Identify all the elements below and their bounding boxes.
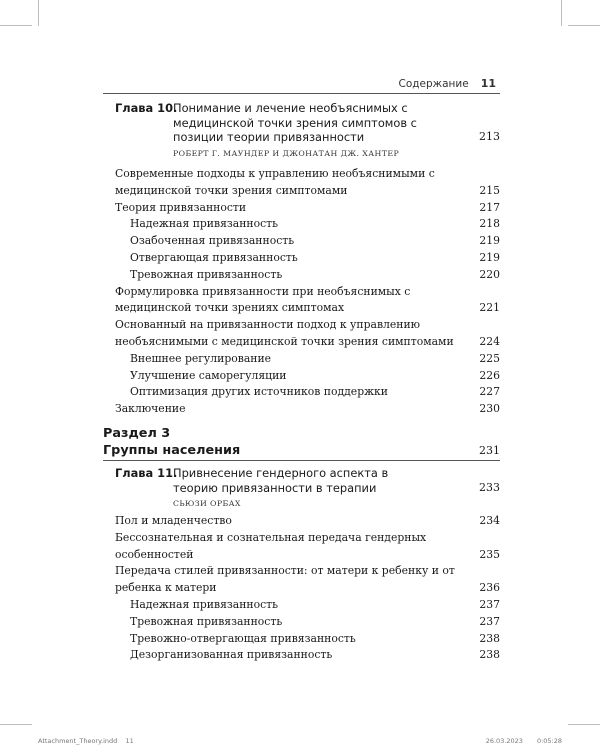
toc-entry-page: 238 bbox=[479, 648, 500, 662]
toc-entry-title: Надежная привязанность bbox=[130, 217, 279, 231]
section-3-page: 231 bbox=[479, 444, 500, 457]
toc-entry-page: 230 bbox=[479, 402, 500, 416]
toc-entry-title: Тревожно-отвергающая привязанность bbox=[130, 631, 356, 645]
toc-entry-page: 221 bbox=[479, 301, 500, 315]
section-3-title: Группы населения bbox=[103, 443, 241, 458]
toc-entry-title: Тревожная привязанность bbox=[130, 614, 283, 628]
toc-entry-title: Улучшение саморегуляции bbox=[130, 368, 287, 382]
toc-entry bbox=[115, 233, 500, 250]
running-head-page-number: 11 bbox=[480, 77, 496, 90]
section-rule bbox=[103, 460, 500, 461]
slug-date: 26.03.2023 bbox=[485, 737, 523, 745]
toc-entry-page: 219 bbox=[479, 234, 500, 248]
toc-entry-page: 225 bbox=[479, 351, 500, 365]
running-head bbox=[399, 77, 497, 90]
toc-entry-title: Формулировка привязанности при необъяснимых с медицинской точки зрениях симптомах bbox=[115, 284, 411, 315]
crop-mark-bottom-left bbox=[0, 724, 32, 725]
toc-entry-page: 234 bbox=[479, 514, 500, 527]
toc-entry bbox=[115, 368, 500, 385]
toc-entry-page: 215 bbox=[479, 183, 500, 197]
chapter-10-label: Глава 10. bbox=[115, 101, 178, 115]
toc-entry-title: Тревожная привязанность bbox=[130, 267, 283, 281]
toc-entry-page: 224 bbox=[479, 334, 500, 348]
chapter-11-authors: СЬЮЗИ ОРБАХ bbox=[173, 499, 241, 509]
toc-entry-title: Современные подходы к управлению необъяснимыми с медицинской точки зрения симптомами bbox=[115, 167, 435, 197]
crop-mark-top-left bbox=[0, 25, 32, 26]
toc-entry-title: Озабоченная привязанность bbox=[130, 234, 295, 248]
toc-entry-title: Внешнее регулирование bbox=[130, 351, 272, 365]
chapter-10-toc bbox=[115, 166, 500, 418]
chapter-10-authors: РОБЕРТ Г. МАУНДЕР И ДЖОНАТАН ДЖ. ХАНТЕР bbox=[173, 148, 400, 158]
toc-entry bbox=[115, 166, 500, 200]
toc-entry bbox=[115, 401, 500, 418]
chapter-11-label: Глава 11. bbox=[115, 466, 178, 480]
toc-entry-page: 227 bbox=[479, 385, 500, 399]
chapter-11-toc bbox=[115, 513, 500, 664]
section-3-heading bbox=[103, 425, 500, 459]
toc-entry bbox=[115, 216, 500, 233]
toc-entry-title: Надежная привязанность bbox=[130, 597, 279, 611]
toc-entry-title: Пол и младенчество bbox=[115, 514, 232, 527]
toc-entry-page: 218 bbox=[479, 217, 500, 231]
toc-entry bbox=[115, 631, 500, 648]
toc-entry-page: 238 bbox=[479, 631, 500, 645]
toc-entry bbox=[115, 563, 500, 597]
toc-entry-title: Заключение bbox=[115, 402, 186, 416]
toc-entry-page: 236 bbox=[479, 581, 500, 595]
toc-entry-page: 217 bbox=[479, 200, 500, 214]
chapter-10-title: Понимание и лечение необъяснимых с медицинской точки зрения симптомов с позиции теории привязанности bbox=[173, 101, 417, 145]
toc-entry-page: 219 bbox=[479, 250, 500, 264]
crop-mark-top-right bbox=[568, 25, 600, 26]
slug-page: 11 bbox=[125, 737, 134, 745]
toc-entry bbox=[115, 597, 500, 614]
toc-entry bbox=[115, 614, 500, 631]
chapter-10-page: 213 bbox=[479, 130, 500, 143]
toc-entry bbox=[115, 250, 500, 267]
toc-entry bbox=[115, 513, 500, 530]
slug-datetime bbox=[486, 737, 562, 745]
chapter-11-heading bbox=[115, 466, 500, 508]
toc-entry bbox=[115, 284, 500, 318]
chapter-10-title-block bbox=[115, 101, 500, 145]
header-rule bbox=[103, 93, 500, 94]
chapter-11-page: 233 bbox=[479, 481, 500, 494]
toc-entry-title: Основанный на привязанности подход к управлению необъяснимыми с медицинской точки зрения симптомами bbox=[115, 318, 454, 348]
toc-entry-title: Дезорганизованная привязанность bbox=[130, 648, 333, 662]
toc-entry-title: Передача стилей привязанности: от матери к ребенку и от ребенка к матери bbox=[115, 564, 455, 595]
toc-entry-page: 237 bbox=[479, 614, 500, 628]
crop-mark-top-right-v bbox=[561, 0, 562, 26]
toc-entry bbox=[115, 530, 500, 564]
toc-entry-title: Теория привязанности bbox=[115, 200, 247, 214]
slug-time: 0:05:28 bbox=[536, 737, 562, 745]
toc-entry bbox=[115, 200, 500, 217]
toc-entry bbox=[115, 351, 500, 368]
crop-mark-top-left-v bbox=[38, 0, 39, 26]
toc-entry bbox=[115, 647, 500, 664]
toc-entry-page: 226 bbox=[479, 368, 500, 382]
toc-entry-title: Бессознательная и сознательная передача гендерных особенностей bbox=[115, 530, 427, 561]
slug-file-name: Attachment_Theory.indd bbox=[38, 737, 118, 745]
toc-entry-title: Оптимизация других источников поддержки bbox=[130, 385, 388, 399]
toc-entry-title: Отвергающая привязанность bbox=[130, 250, 298, 264]
running-head-title: Содержание bbox=[398, 78, 469, 90]
toc-entry-page: 237 bbox=[479, 597, 500, 611]
toc-entry-page: 235 bbox=[479, 547, 500, 561]
chapter-10-heading bbox=[115, 101, 500, 158]
section-3-label: Раздел 3 bbox=[103, 426, 171, 441]
toc-entry bbox=[115, 267, 500, 284]
slug-file bbox=[38, 737, 134, 745]
chapter-11-title-block bbox=[115, 466, 500, 495]
toc-entry bbox=[115, 317, 500, 351]
crop-mark-bottom-right bbox=[568, 724, 600, 725]
toc-entry-page: 220 bbox=[479, 267, 500, 281]
toc-entry bbox=[115, 384, 500, 401]
chapter-11-title: Привнесение гендерного аспекта в теорию привязанности в терапии bbox=[173, 466, 389, 495]
